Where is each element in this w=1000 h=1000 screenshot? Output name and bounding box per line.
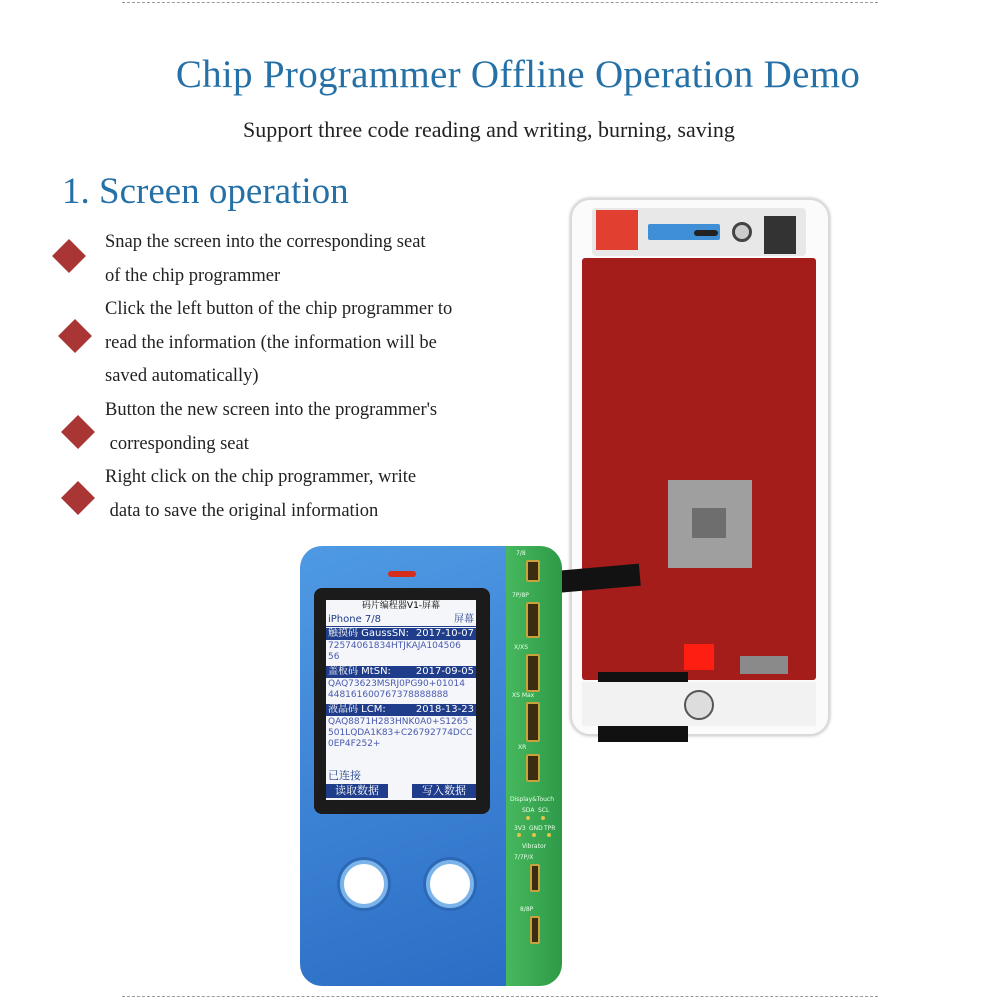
lcd-code-line: QAQ8871H283HNK0A0+S1265 <box>328 717 469 727</box>
bullet-item-4 <box>105 461 545 528</box>
mode-label: 屏幕 <box>454 614 474 625</box>
touch-code-header <box>326 628 476 640</box>
top-divider <box>122 2 878 3</box>
connector-label: Display&Touch <box>510 796 555 803</box>
connector-socket <box>526 560 540 582</box>
connector-label: 3V3 <box>514 825 526 832</box>
page-title: Chip Programmer Offline Operation Demo <box>175 53 861 96</box>
test-pad <box>541 816 545 820</box>
lcd-code-line: 501LQDA1K83+C26792774DCC <box>328 728 473 738</box>
test-pad <box>526 816 530 820</box>
touch-code-line: 56 <box>328 652 340 662</box>
connector-label: SDA <box>522 807 535 814</box>
diamond-bullet-icon <box>52 239 86 273</box>
connector-label: XS Max <box>512 692 535 699</box>
bullet-item-1 <box>105 226 545 293</box>
red-tape-tab <box>596 210 638 250</box>
connector-socket <box>530 916 540 944</box>
connector-label: SCL <box>538 807 550 814</box>
qr-label <box>692 508 726 538</box>
model-row <box>326 614 476 627</box>
connector-label: X/XS <box>514 644 529 651</box>
connector-label: 7/8 <box>516 550 526 557</box>
speaker-slot <box>388 571 416 577</box>
cover-code-date: 2017-09-05 <box>415 666 474 677</box>
cover-code-label: 盖板码 MtSN: <box>328 666 391 677</box>
diamond-bullet-icon <box>61 481 95 515</box>
connector-label: 7/7P/X <box>514 854 534 861</box>
bullet-line: saved automatically) <box>105 366 259 386</box>
bullet-line: Button the new screen into the programmer's <box>105 400 438 420</box>
lcd-code-line: 0EP4F252+ <box>328 739 381 749</box>
connector-label: 7P/8P <box>512 592 529 599</box>
test-pad <box>547 833 551 837</box>
bullet-line: corresponding seat <box>105 433 249 454</box>
bullet-line: Right click on the chip programmer, write <box>105 467 417 487</box>
left-button[interactable] <box>340 860 388 908</box>
connector-socket <box>526 702 540 742</box>
test-pad <box>517 833 521 837</box>
lcd-code-header <box>326 704 476 716</box>
connector-socket <box>526 654 540 692</box>
connector-label: GND <box>529 825 543 832</box>
connector-socket <box>526 602 540 638</box>
device-screen <box>326 600 476 800</box>
read-data-button[interactable]: 读取数据 <box>326 784 388 798</box>
camera-hole-icon <box>732 222 752 242</box>
small-red-tab <box>684 644 714 670</box>
grey-tab <box>740 656 788 674</box>
earpiece-slot <box>694 230 718 236</box>
connector-socket <box>530 864 540 892</box>
top-dark-bracket <box>764 216 796 254</box>
touch-code-label: 触摸码 GaussSN: <box>328 628 410 639</box>
cover-code-line: 448161600767378888888 <box>328 690 449 700</box>
bullet-line: data to save the original information <box>105 500 379 521</box>
bullet-line: Snap the screen into the corresponding seat <box>105 232 426 252</box>
lcd-code-label: 液晶码 LCM: <box>328 704 386 715</box>
connector-label: Vibrator <box>522 843 547 850</box>
model-label: iPhone 7/8 <box>328 614 382 625</box>
lcd-screen-assembly <box>570 198 830 736</box>
touch-code-date: 2017-10-07 <box>415 628 474 639</box>
write-data-button[interactable]: 写入数据 <box>412 784 476 798</box>
section-heading: 1. Screen operation <box>62 171 349 212</box>
cover-code-header <box>326 666 476 678</box>
bullet-item-3 <box>105 394 545 461</box>
page-subtitle: Support three code reading and writing, burning, saving <box>243 117 735 142</box>
bottom-divider <box>122 996 878 997</box>
touch-code-line: 72574061834HTJKAJA104506 <box>328 641 461 651</box>
home-button-icon <box>684 690 714 720</box>
connector-label: TPR <box>544 825 556 832</box>
screen-title: 码片编程器V1-屏幕 <box>361 601 441 611</box>
connection-status: 已连接 <box>328 770 361 781</box>
bullet-item-2 <box>105 293 545 394</box>
diamond-bullet-icon <box>61 415 95 449</box>
bullet-line: read the information (the information will be <box>105 332 437 353</box>
lcd-backplate <box>582 258 816 680</box>
lcd-code-date: 2018-13-23 <box>415 704 474 715</box>
connector-label: XR <box>518 744 527 751</box>
right-button[interactable] <box>426 860 474 908</box>
bullet-line: Click the left button of the chip programmer to <box>105 299 453 319</box>
connector-socket <box>526 754 540 782</box>
cover-code-line: QAQ73623MSRJ0PG90+01014 <box>328 679 465 689</box>
test-pad <box>532 833 536 837</box>
diamond-bullet-icon <box>58 319 92 353</box>
bullet-line: of the chip programmer <box>105 265 281 286</box>
connector-label: 8/8P <box>520 906 534 913</box>
